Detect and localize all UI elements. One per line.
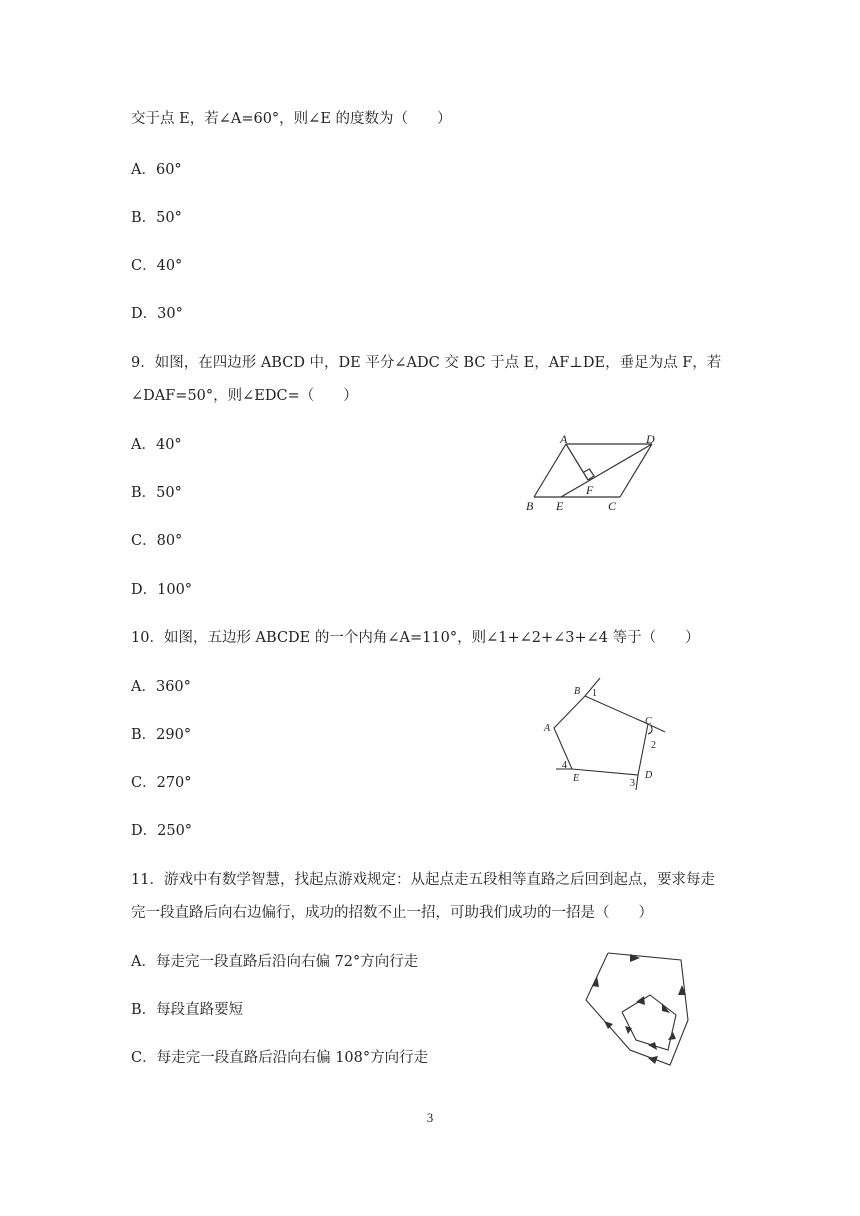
q9-stem-line2: ∠DAF=50°，则∠EDC=（ ）	[131, 388, 358, 404]
arrow-icon	[604, 1021, 613, 1029]
q8-option-c: C．40°	[131, 258, 183, 274]
q8-option-d: D．30°	[131, 306, 183, 322]
q9-option-d: D．100°	[131, 582, 193, 598]
pentagon	[554, 696, 648, 775]
label-d: D	[645, 770, 653, 781]
q11-stem-line2: 完一段直路后向右边偏行，成功的招数不止一招，可助我们成功的一招是（ ）	[131, 905, 653, 921]
arrow-icon	[648, 1042, 657, 1050]
label-f: F	[586, 483, 594, 497]
segment-de	[561, 444, 652, 497]
label-e: E	[573, 773, 580, 784]
q11-option-b: B．每段直路要短	[131, 1002, 244, 1018]
label-c: C	[608, 499, 617, 513]
inner-path	[622, 995, 676, 1050]
q9-parallelogram-figure	[520, 430, 670, 520]
q10-option-b: B．290°	[131, 727, 192, 743]
q10-option-c: C．270°	[131, 775, 192, 791]
label-3: 3	[630, 778, 635, 789]
outer-path	[586, 953, 688, 1065]
page-number: 3	[426, 1110, 434, 1125]
arrow-icon	[592, 976, 599, 987]
segment-af	[566, 444, 588, 480]
q9-option-a: A．40°	[131, 437, 182, 453]
q8-option-b: B．50°	[131, 210, 182, 226]
segment-dc	[620, 444, 652, 497]
q11-option-c: C．每走完一段直路后沿向右偏 108°方向行走	[131, 1050, 429, 1066]
q9-stem-line1: 9．如图，在四边形 ABCD 中，DE 平分∠ADC 交 BC 于点 E，AF⊥DE，垂足为点 F，若	[131, 355, 722, 371]
label-b: B	[574, 686, 581, 697]
extension-d	[636, 775, 638, 790]
label-1: 1	[592, 688, 597, 699]
angle-arc-2	[648, 726, 652, 734]
q10-option-d: D．250°	[131, 823, 193, 839]
q9-option-c: C．80°	[131, 533, 183, 549]
label-b: B	[526, 499, 534, 513]
q11-stem-line1: 11．游戏中有数学智慧，找起点游戏规定：从起点走五段相等直路之后回到起点，要求每走	[131, 872, 715, 888]
label-a: A	[544, 723, 551, 734]
q9-option-b: B．50°	[131, 485, 182, 501]
arrow-icon	[636, 996, 645, 1005]
segment-ab	[534, 444, 566, 497]
label-a: A	[560, 432, 568, 446]
label-2: 2	[651, 740, 656, 751]
q10-pentagon-figure	[540, 672, 675, 797]
q11-path-figure	[578, 940, 698, 1070]
q10-stem: 10．如图，五边形 ABCDE 的一个内角∠A=110°，则∠1+∠2+∠3+∠4 等于（ ）	[131, 630, 700, 646]
label-d: D	[646, 432, 655, 446]
q8-option-a: A．60°	[131, 162, 182, 178]
q8-stem: 交于点 E，若∠A=60°，则∠E 的度数为（ ）	[131, 111, 452, 127]
label-4: 4	[562, 760, 567, 771]
label-c: C	[645, 716, 652, 727]
q10-option-a: A．360°	[131, 679, 191, 695]
q11-option-a: A．每走完一段直路后沿向右偏 72°方向行走	[131, 954, 419, 970]
label-e: E	[556, 499, 564, 513]
